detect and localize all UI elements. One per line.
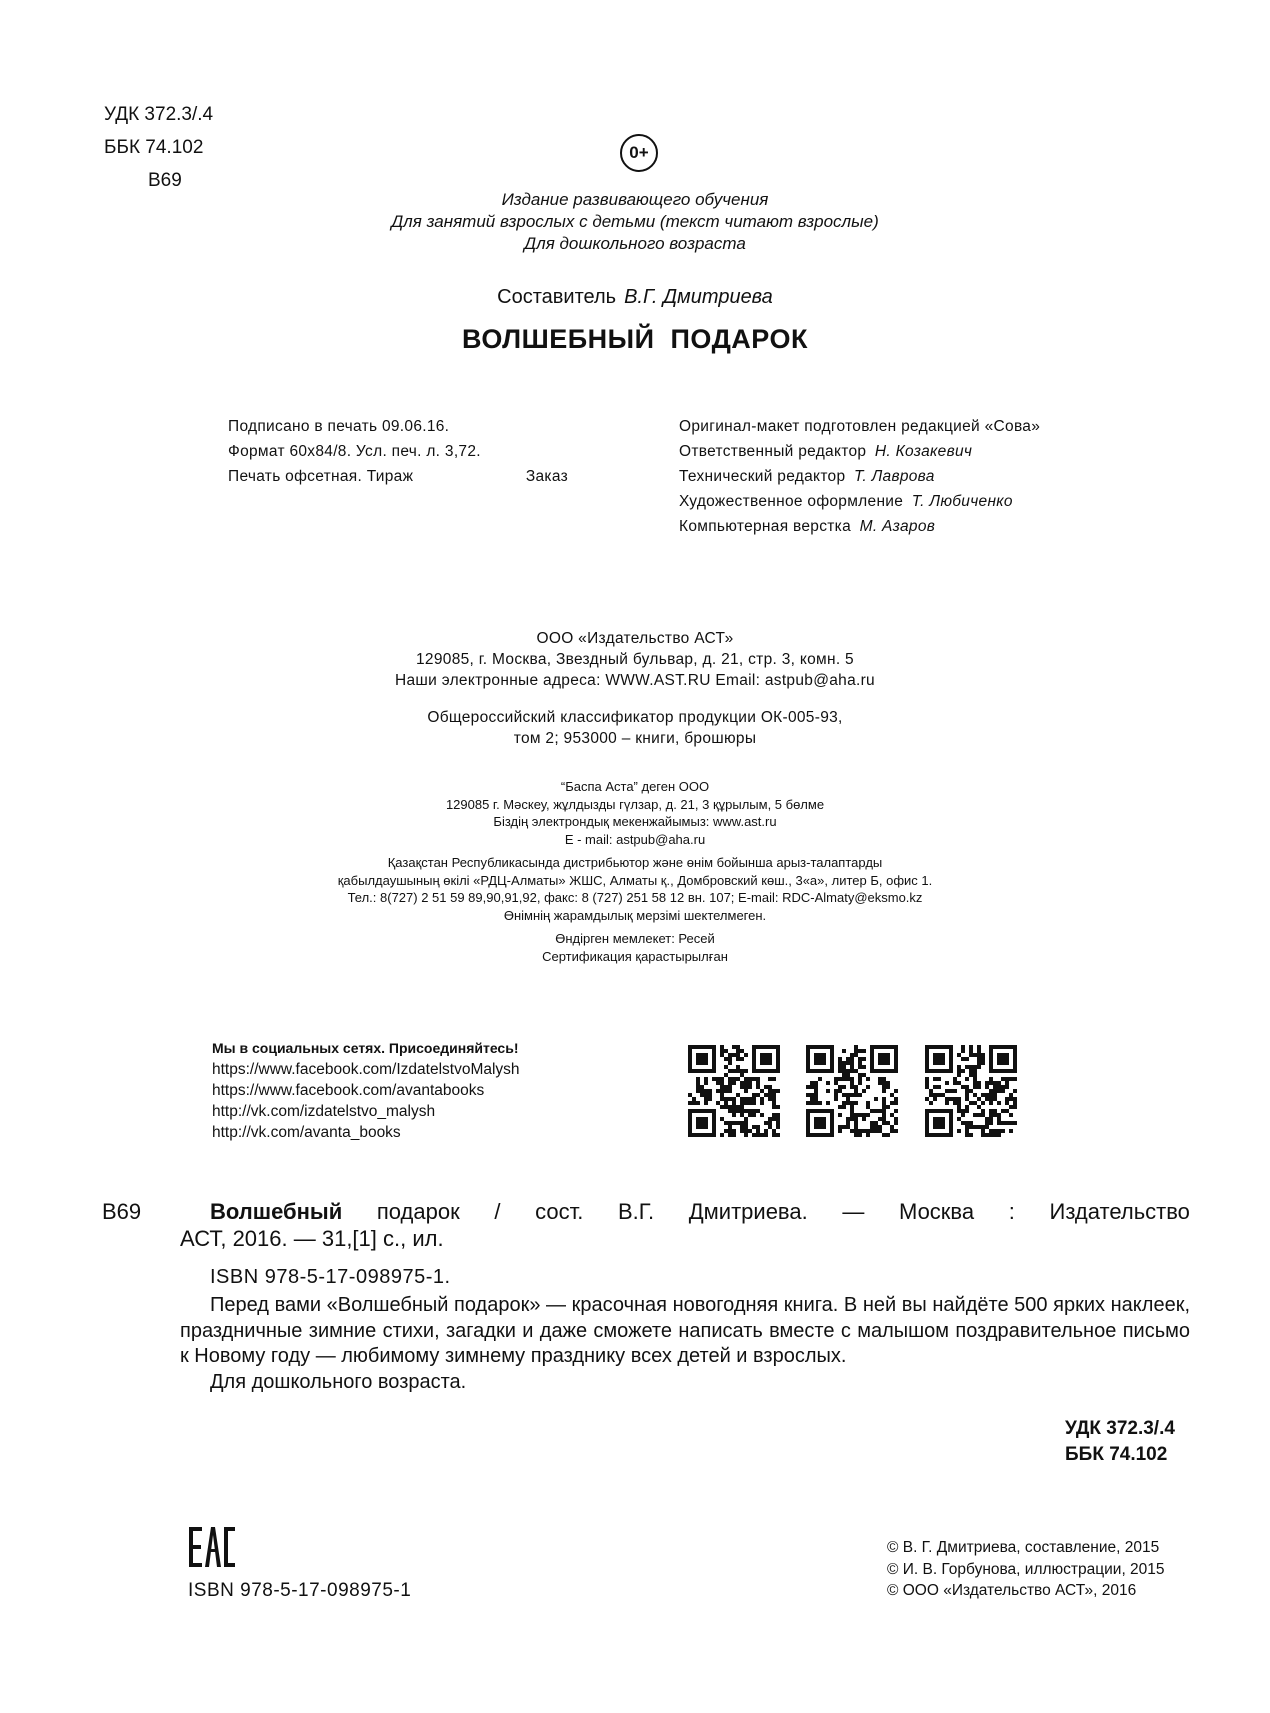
kz-line: E - mail: astpub@aha.ru <box>564 831 706 847</box>
annotation-text: Перед вами «Волшебный подарок» — красочная новогодняя книга. В ней вы найдёте 500 ярких наклеек, праздничные зимние стихи, загадки и даже сможете написать вместе с малышом поздравительное письмо к Новому году — любимому зимнему празднику всех детей и взрослых. <box>180 1294 1190 1367</box>
annotation-audience: Для дошкольного возраста. <box>210 1370 467 1393</box>
biblio-word: Издательство <box>1049 1199 1190 1224</box>
social-heading: Мы в социальных сетях. Присоединяйтесь! <box>212 1040 519 1056</box>
kz-line: қабылдаушының өкілі «РДЦ-Алматы» ЖШС, Алматы қ., Домбровский көш., 3«а», литер Б, офис 1. <box>337 872 933 888</box>
staff-line: Оригинал-макет подготовлен редакцией «Сова» <box>679 418 1041 435</box>
biblio-word: подарок <box>376 1199 460 1224</box>
kz-line: Біздің электрондық мекенжайымыз: www.ast.ru <box>493 814 777 829</box>
publisher-contacts: Наши электронные адреса: WWW.AST.RU Email: astpub@aha.ru <box>395 672 875 689</box>
social-link[interactable]: https://www.facebook.com/avantabooks <box>212 1082 485 1099</box>
bottom-bbk: ББК 74.102 <box>1065 1444 1168 1465</box>
qr-code-1[interactable] <box>688 1045 780 1137</box>
classifier-line: Общероссийский классификатор продукции ОК-005-93, <box>427 709 843 726</box>
social-link[interactable]: https://www.facebook.com/IzdatelstvoMalysh <box>212 1061 520 1078</box>
kz-line: Өнімнің жарамдылық мерзімі шектелмеген. <box>503 907 767 923</box>
social-link[interactable]: http://vk.com/izdatelstvo_malysh <box>212 1103 436 1120</box>
biblio-line2: АСТ, 2016. — 31,[1] с., ил. <box>180 1226 444 1251</box>
staff-line: Ответственный редактор Н. Козакевич <box>679 443 973 460</box>
biblio-mark: В69 <box>102 1199 142 1224</box>
publisher-address: 129085, г. Москва, Звездный бульвар, д. 21, стр. 3, комн. 5 <box>416 651 854 668</box>
compiler-label: Составитель <box>497 286 617 308</box>
biblio-word: Дмитриева. <box>688 1199 808 1224</box>
kz-distributor-block <box>0 854 1270 924</box>
qr-code-3[interactable] <box>925 1045 1017 1137</box>
annotation <box>180 1293 1190 1395</box>
staff-name: М. Азаров <box>859 518 936 535</box>
qr-code-2[interactable] <box>806 1045 898 1137</box>
copyright-line: © ООО «Издательство АСТ», 2016 <box>887 1582 1137 1599</box>
kz-line: 129085 г. Мәскеу, жұлдызды гүлзар, д. 21, 3 құрылым, 5 бөлме <box>445 796 825 812</box>
staff-line: Художественное оформление Т. Любиченко <box>679 493 1013 510</box>
biblio-word: Москва <box>899 1199 975 1224</box>
biblio-word: : <box>1008 1199 1015 1224</box>
staff-line: Компьютерная верстка М. Азаров <box>679 518 936 535</box>
bottom-udk: УДК 372.3/.4 <box>1065 1418 1175 1439</box>
print-info <box>228 414 568 489</box>
social-link[interactable]: http://vk.com/avanta_books <box>212 1124 401 1141</box>
print-format: Формат 60x84/8. Усл. печ. л. 3,72. <box>228 443 481 460</box>
kz-line: Қазақстан Республикасында дистрибьютор және өнім бойынша арыз-талаптарды <box>387 855 883 870</box>
publisher-name: ООО «Издательство АСТ» <box>536 630 734 647</box>
print-run: Печать офсетная. Тираж <box>228 468 414 485</box>
udk-code: УДК 372.3/.4 <box>104 104 214 125</box>
author-mark: В69 <box>148 170 182 191</box>
isbn-bottom: ISBN 978-5-17-098975-1 <box>188 1580 412 1601</box>
biblio-word: В.Г. <box>618 1199 655 1224</box>
book-title: ВОЛШЕБНЫЙ ПОДАРОК <box>462 324 808 354</box>
compiler-name: В.Г. Дмитриева <box>624 286 773 308</box>
top-codes <box>104 98 213 197</box>
staff-line: Технический редактор Т. Лаврова <box>679 468 935 485</box>
bottom-codes <box>1065 1416 1175 1468</box>
staff-name: Н. Козакевич <box>874 443 973 460</box>
publisher-block <box>0 628 1270 691</box>
compiler <box>0 286 1270 309</box>
copyright-line: © В. Г. Дмитриева, составление, 2015 <box>887 1539 1160 1556</box>
copyright-line: © И. В. Горбунова, иллюстрации, 2015 <box>887 1560 1165 1578</box>
kz-origin-block <box>0 930 1270 965</box>
eac-certification-icon <box>188 1525 236 1569</box>
kz-line: Сертификация қарастырылған <box>542 948 728 964</box>
edition-line: Для занятий взрослых с детьми (текст читают взрослые) <box>391 212 879 231</box>
kz-line: Тел.: 8(727) 2 51 59 89,90,91,92, факс: 8 (727) 251 58 12 вн. 107; E-mail: RDC-Almaty@eksmo.kz <box>347 890 923 905</box>
classifier-line: том 2; 953000 – книги, брошюры <box>513 730 757 747</box>
age-rating-badge: 0+ <box>620 134 658 172</box>
staff-list <box>679 414 1040 539</box>
kz-line: Өндірген мемлекет: Ресей <box>555 931 715 946</box>
biblio-isbn: ISBN 978-5-17-098975-1. <box>210 1266 451 1288</box>
edition-line: Издание развивающего обучения <box>501 190 769 209</box>
classifier-block <box>0 707 1270 749</box>
social-block <box>212 1037 520 1143</box>
biblio-word: сост. <box>535 1199 584 1224</box>
biblio-word: / <box>494 1199 501 1224</box>
print-signed: Подписано в печать 09.06.16. <box>228 418 450 435</box>
biblio-record <box>180 1198 1190 1252</box>
staff-name: Т. Любиченко <box>911 493 1013 510</box>
edition-lines <box>0 189 1270 255</box>
bbk-code: ББК 74.102 <box>104 137 204 158</box>
edition-line: Для дошкольного возраста <box>524 234 746 253</box>
biblio-word: — <box>842 1199 865 1224</box>
kz-publisher-block <box>0 778 1270 848</box>
biblio-title-bold: Волшебный <box>210 1199 343 1224</box>
kz-line: “Баспа Аста” деген ООО <box>560 779 710 794</box>
staff-name: Т. Лаврова <box>854 468 935 485</box>
print-order: Заказ <box>525 468 568 485</box>
copyrights <box>887 1537 1165 1602</box>
